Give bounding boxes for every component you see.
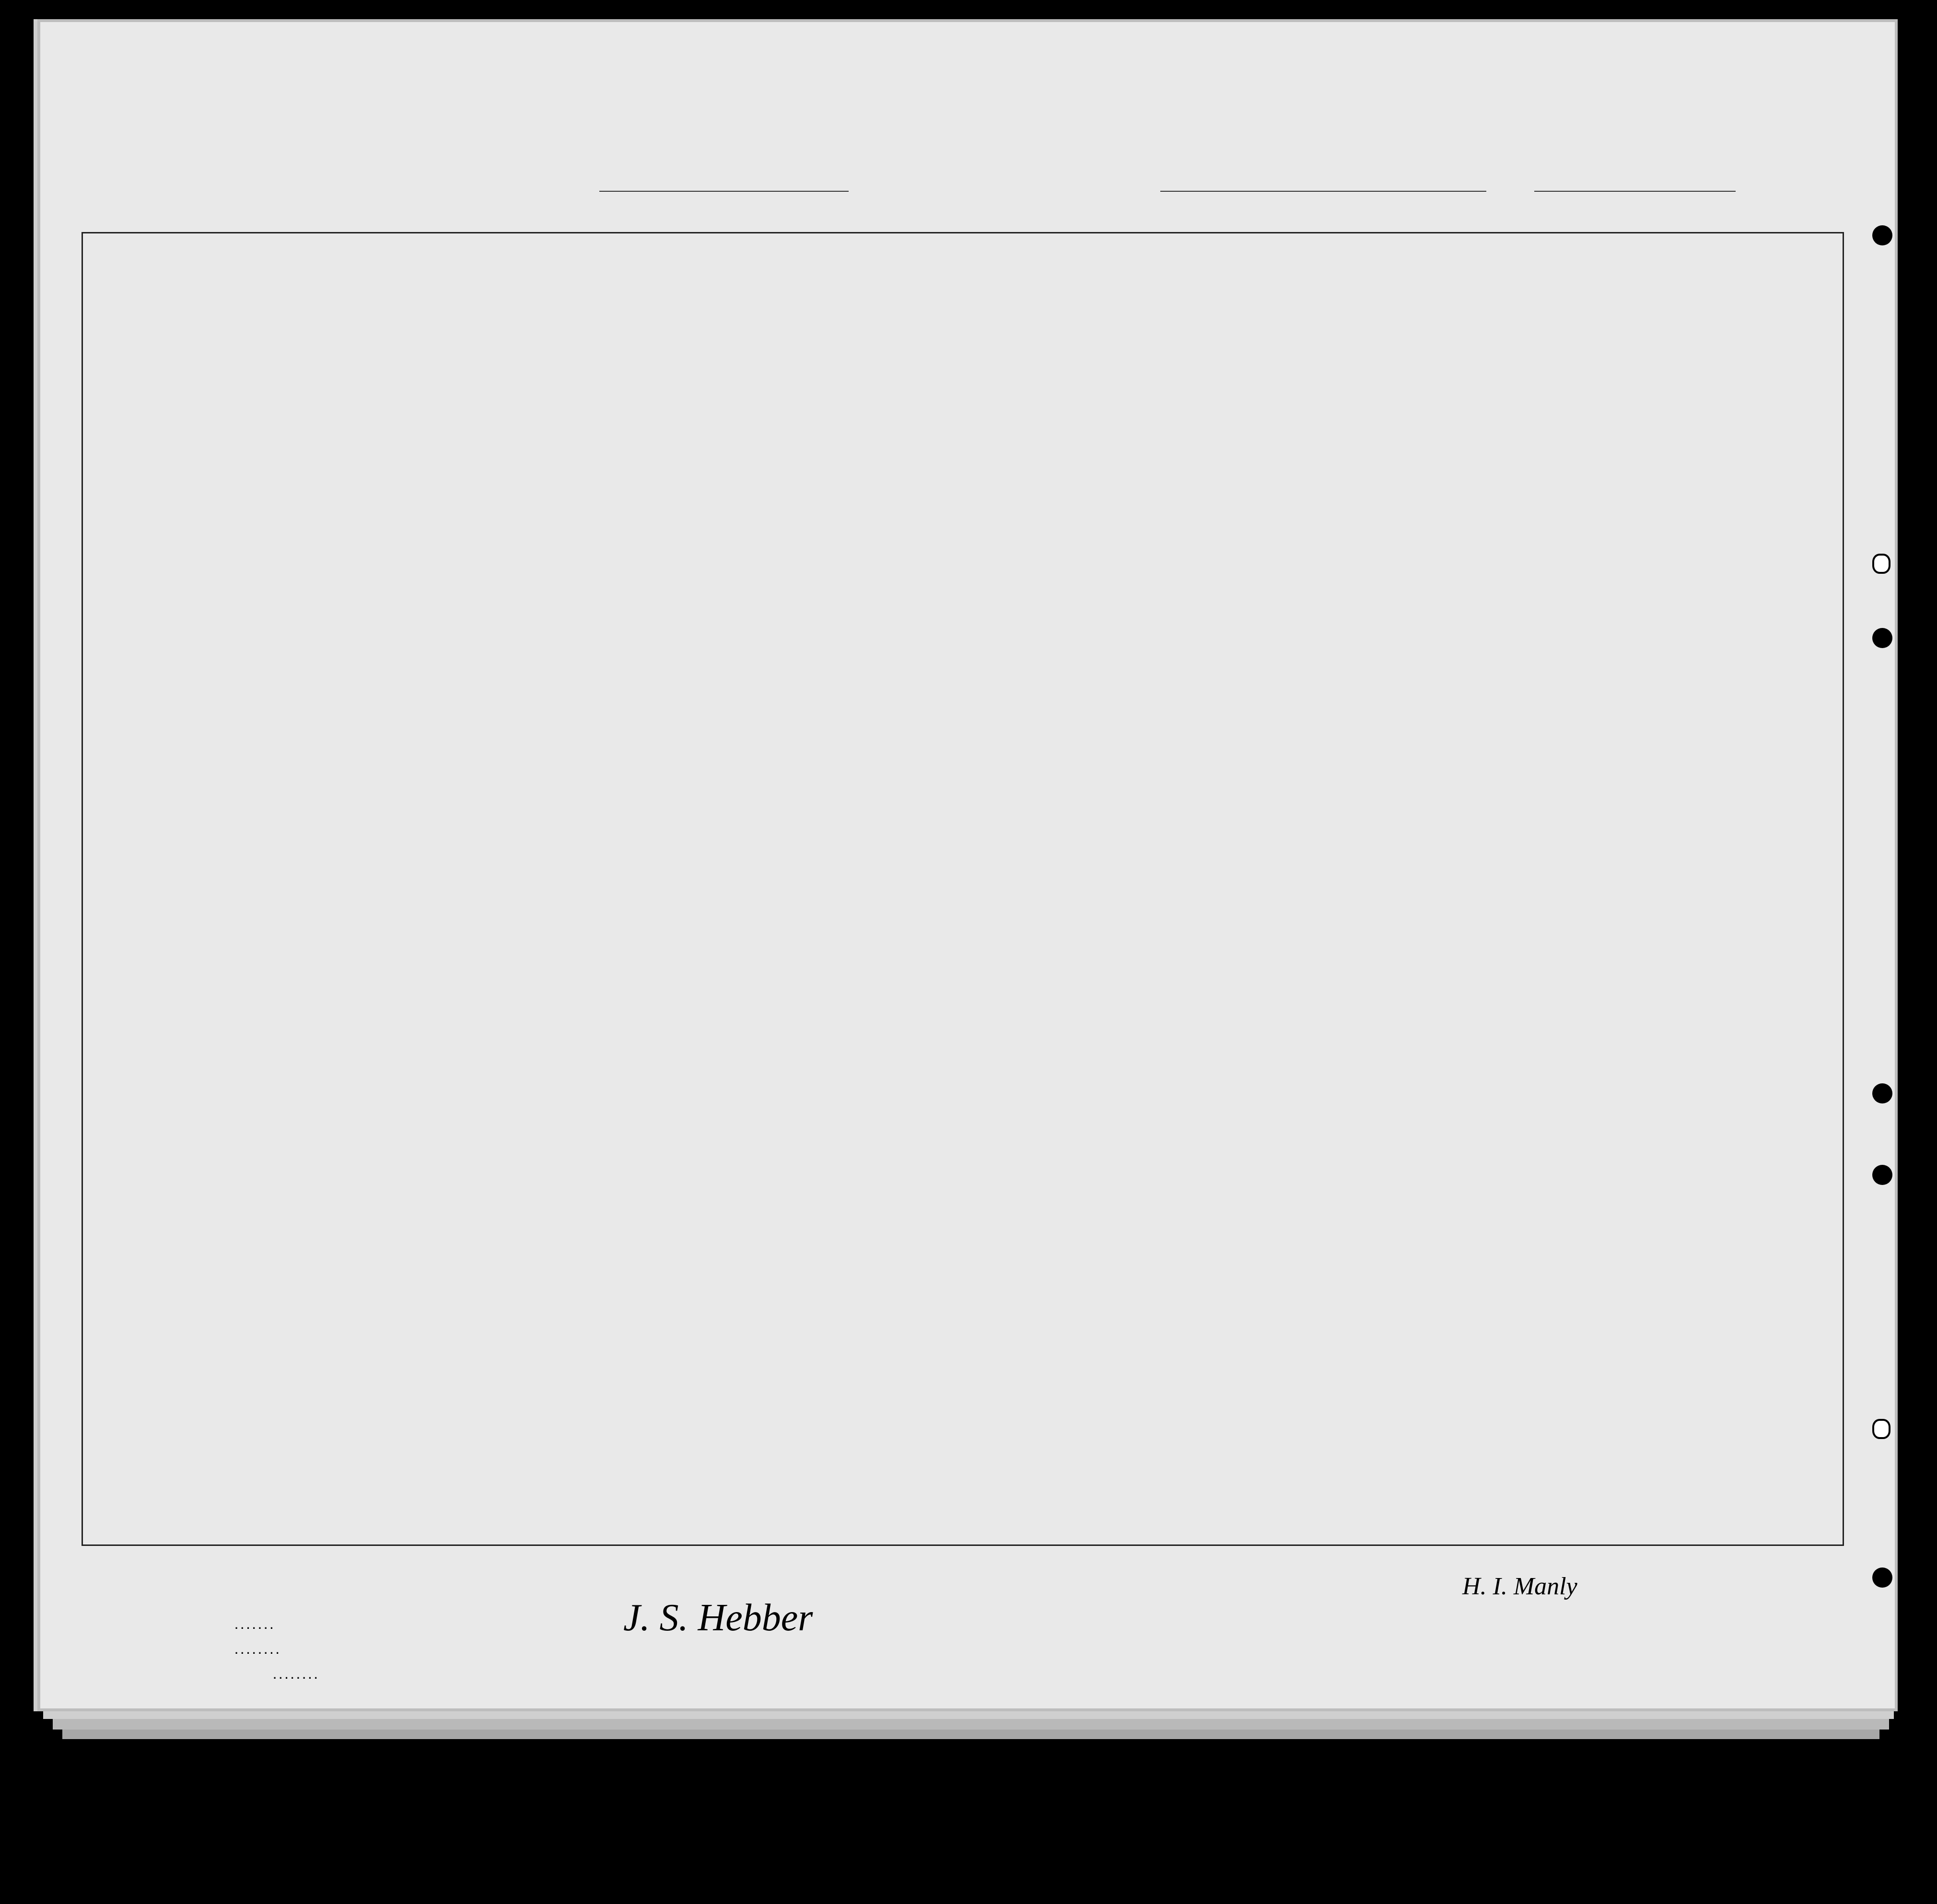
departure-port (1160, 191, 1486, 192)
punch-hole (1872, 1165, 1892, 1185)
inspector-signature: H. I. Manly (1462, 1573, 1577, 1600)
punch-hole (1872, 1419, 1890, 1439)
manifest-table (82, 232, 1844, 1546)
sailing-date (1534, 191, 1736, 192)
punch-hole (1872, 1567, 1892, 1588)
inspection-date (1625, 1582, 1640, 1604)
punch-hole (1872, 225, 1892, 245)
punch-hole (1872, 1083, 1892, 1103)
punch-hole (1872, 554, 1890, 574)
punch-hole (1872, 628, 1892, 648)
purser-signature: J. S. Hebber (623, 1597, 813, 1639)
ship-name (599, 191, 849, 192)
totals-block: . . . . . . . . . . . . . . . . . . . . . . . (235, 1619, 317, 1681)
